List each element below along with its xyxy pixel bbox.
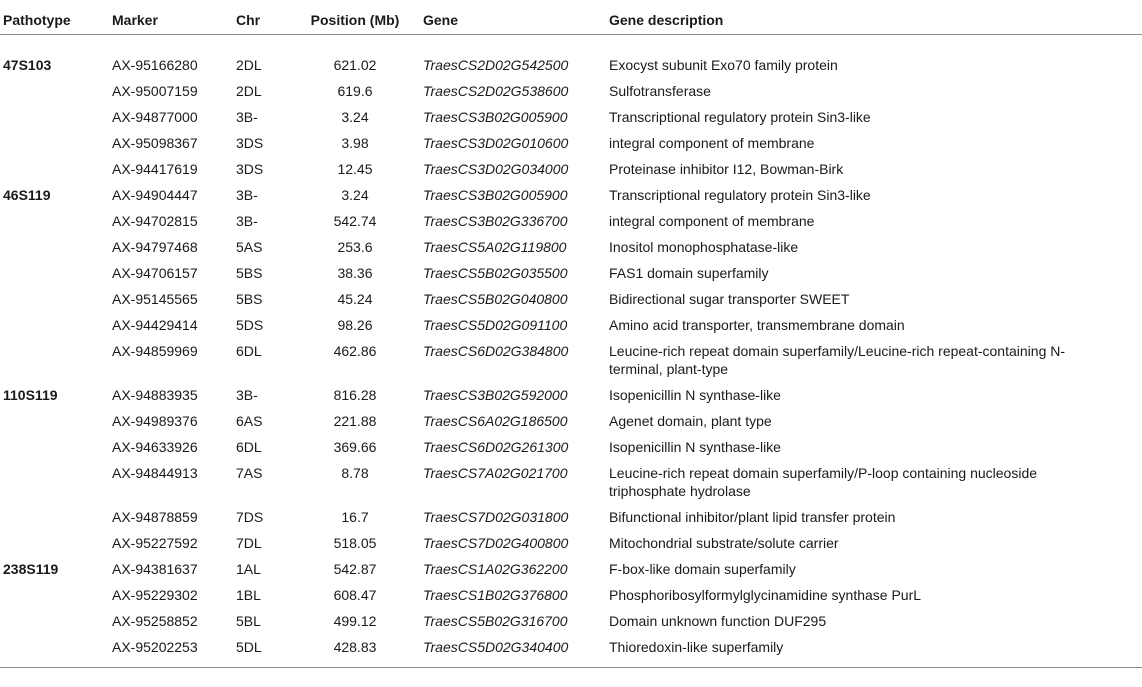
table-row — [0, 460, 1142, 504]
pathotype-cell: 47S103 — [3, 56, 52, 73]
description-cell: Amino acid transporter, transmembrane domain — [609, 316, 905, 333]
position-cell: 221.88 — [333, 412, 377, 429]
table-row — [0, 504, 1142, 530]
table-row — [0, 34, 1142, 78]
description-cell: integral component of membrane — [609, 134, 815, 151]
pathotype-cell — [0, 312, 109, 338]
table-row — [0, 530, 1142, 556]
marker-cell: AX-94989376 — [112, 412, 198, 429]
chr-cell: 3DS — [236, 134, 264, 151]
position-cell: 12.45 — [337, 160, 373, 177]
pathotype-cell — [0, 104, 109, 130]
table-row — [0, 338, 1142, 382]
position-cell: 98.26 — [337, 316, 373, 333]
table-row — [0, 234, 1142, 260]
table-row — [0, 156, 1142, 182]
table-row — [0, 634, 1142, 668]
position-cell: 3.24 — [341, 186, 369, 203]
pathotype-cell — [0, 338, 109, 382]
chr-cell: 3B- — [236, 186, 258, 203]
header-position: Position (Mb) — [290, 0, 420, 34]
marker-cell: AX-95258852 — [112, 612, 198, 629]
chr-cell: 3B- — [236, 108, 258, 125]
gene-cell: TraesCS2D02G538600 — [423, 82, 569, 99]
description-cell: Exocyst subunit Exo70 family protein — [609, 56, 838, 73]
gene-cell: TraesCS5A02G119800 — [423, 238, 567, 255]
table-row — [0, 286, 1142, 312]
chr-cell: 2DL — [236, 56, 262, 73]
position-cell: 621.02 — [333, 56, 377, 73]
chr-cell: 5BS — [236, 290, 263, 307]
description-cell: integral component of membrane — [609, 212, 815, 229]
table-header — [0, 0, 1142, 34]
pathotype-cell: 238S119 — [3, 560, 59, 577]
table-row — [0, 182, 1142, 208]
description-cell: Mitochondrial substrate/solute carrier — [609, 534, 839, 551]
chr-cell: 6DL — [236, 342, 262, 359]
gene-cell: TraesCS1A02G362200 — [423, 560, 568, 577]
gene-cell: TraesCS3B02G005900 — [423, 108, 568, 125]
description-cell: F-box-like domain superfamily — [609, 560, 796, 577]
position-cell: 3.24 — [341, 108, 369, 125]
chr-cell: 6DL — [236, 438, 262, 455]
chr-cell: 3B- — [236, 386, 258, 403]
position-cell: 428.83 — [290, 634, 420, 668]
gene-cell: TraesCS5D02G340400 — [420, 634, 606, 668]
chr-cell: 5BS — [236, 264, 263, 281]
marker-cell: AX-94844913 — [112, 464, 198, 481]
table-body — [0, 34, 1142, 667]
description-cell: Thioredoxin-like superfamily — [606, 634, 1142, 668]
chr-cell: 5DS — [236, 316, 264, 333]
marker-cell: AX-94877000 — [112, 108, 198, 125]
marker-cell: AX-94859969 — [112, 342, 198, 359]
chr-cell: 7DL — [236, 534, 262, 551]
marker-cell: AX-94429414 — [112, 316, 198, 333]
gene-cell: TraesCS5B02G040800 — [423, 290, 568, 307]
gene-cell: TraesCS3B02G005900 — [423, 186, 568, 203]
gene-cell: TraesCS7D02G031800 — [423, 508, 569, 525]
pathotype-cell — [0, 530, 109, 556]
position-cell: 3.98 — [341, 134, 369, 151]
header-gene: Gene — [420, 0, 606, 34]
chr-cell: 3DS — [236, 160, 264, 177]
header-pathotype: Pathotype — [0, 0, 109, 34]
gene-cell: TraesCS3B02G592000 — [423, 386, 568, 403]
table-row — [0, 382, 1142, 408]
chr-cell: 5AS — [236, 238, 263, 255]
marker-cell: AX-95229302 — [112, 586, 198, 603]
description-cell: Leucine-rich repeat domain superfamily/Leucine-rich repeat-containing N-terminal, plant-type — [609, 342, 1066, 377]
pathotype-cell — [0, 460, 109, 504]
marker-cell: AX-94417619 — [112, 160, 198, 177]
pathotype-cell: 46S119 — [3, 186, 51, 203]
gene-cell: TraesCS3D02G034000 — [423, 160, 569, 177]
gene-cell: TraesCS3D02G010600 — [423, 134, 569, 151]
table-row — [0, 130, 1142, 156]
pathotype-cell — [0, 234, 109, 260]
pathotype-cell — [0, 608, 109, 634]
position-cell: 619.6 — [337, 82, 373, 99]
header-marker: Marker — [109, 0, 233, 34]
gene-cell: TraesCS5D02G091100 — [423, 316, 568, 333]
table-row — [0, 104, 1142, 130]
table-row — [0, 312, 1142, 338]
marker-cell: AX-94904447 — [112, 186, 198, 203]
gene-cell: TraesCS6A02G186500 — [423, 412, 568, 429]
gene-cell: TraesCS5B02G035500 — [423, 264, 568, 281]
table-row — [0, 78, 1142, 104]
description-cell: Isopenicillin N synthase-like — [609, 386, 781, 403]
pathotype-cell — [0, 130, 109, 156]
gene-cell: TraesCS6D02G261300 — [423, 438, 569, 455]
marker-cell: AX-94883935 — [112, 386, 198, 403]
table-row — [0, 208, 1142, 234]
marker-cell: AX-95166280 — [112, 56, 198, 73]
pathotype-cell — [0, 78, 109, 104]
position-cell: 816.28 — [333, 386, 377, 403]
position-cell: 8.78 — [341, 464, 369, 481]
gene-cell: TraesCS2D02G542500 — [423, 56, 569, 73]
position-cell: 38.36 — [337, 264, 373, 281]
position-cell: 608.47 — [333, 586, 377, 603]
table-row — [0, 408, 1142, 434]
marker-cell: AX-94797468 — [112, 238, 198, 255]
table-row — [0, 556, 1142, 582]
description-cell: Inositol monophosphatase-like — [609, 238, 799, 255]
marker-cell: AX-94633926 — [112, 438, 198, 455]
pathotype-cell — [0, 208, 109, 234]
marker-cell: AX-95145565 — [112, 290, 198, 307]
pathotype-cell — [0, 286, 109, 312]
marker-cell: AX-94381637 — [112, 560, 198, 577]
chr-cell: 5BL — [236, 612, 261, 629]
position-cell: 369.66 — [333, 438, 377, 455]
gene-cell: TraesCS6D02G384800 — [423, 342, 569, 359]
chr-cell: 5DL — [233, 634, 290, 668]
table-row — [0, 434, 1142, 460]
pathotype-cell — [0, 260, 109, 286]
pathotype-cell: 110S119 — [3, 386, 58, 403]
pathotype-cell — [0, 504, 109, 530]
marker-cell: AX-95098367 — [112, 134, 198, 151]
position-cell: 542.74 — [333, 212, 377, 229]
marker-cell: AX-95007159 — [112, 82, 198, 99]
header-row — [0, 0, 1142, 34]
chr-cell: 1BL — [236, 586, 261, 603]
marker-cell: AX-94706157 — [112, 264, 198, 281]
gene-cell: TraesCS3B02G336700 — [423, 212, 568, 229]
description-cell: Phosphoribosylformylglycinamidine synthase PurL — [609, 586, 922, 603]
marker-cell: AX-95202253 — [109, 634, 233, 668]
description-cell: Transcriptional regulatory protein Sin3-like — [609, 186, 871, 203]
table-row — [0, 582, 1142, 608]
description-cell: Proteinase inhibitor I12, Bowman-Birk — [609, 160, 844, 177]
position-cell: 253.6 — [337, 238, 373, 255]
header-description: Gene description — [606, 0, 1142, 34]
description-cell: Transcriptional regulatory protein Sin3-like — [609, 108, 871, 125]
description-cell: Sulfotransferase — [609, 82, 711, 99]
gene-cell: TraesCS1B02G376800 — [423, 586, 568, 603]
chr-cell: 6AS — [236, 412, 263, 429]
position-cell: 45.24 — [337, 290, 373, 307]
chr-cell: 2DL — [236, 82, 262, 99]
position-cell: 462.86 — [333, 342, 377, 359]
marker-cell: AX-95227592 — [112, 534, 198, 551]
gene-cell: TraesCS5B02G316700 — [423, 612, 568, 629]
chr-cell: 7AS — [236, 464, 263, 481]
pathotype-cell — [0, 156, 109, 182]
pathotype-cell — [0, 634, 109, 668]
position-cell: 542.87 — [333, 560, 377, 577]
position-cell: 499.12 — [333, 612, 377, 629]
pathotype-cell — [0, 408, 109, 434]
description-cell: Bifunctional inhibitor/plant lipid transfer protein — [609, 508, 896, 525]
pathotype-cell — [0, 434, 109, 460]
chr-cell: 3B- — [236, 212, 258, 229]
description-cell: Leucine-rich repeat domain superfamily/P-loop containing nucleoside triphosphate hydrolase — [609, 464, 1038, 499]
gene-cell: TraesCS7D02G400800 — [423, 534, 569, 551]
table-row — [0, 260, 1142, 286]
description-cell: Agenet domain, plant type — [609, 412, 772, 429]
marker-cell: AX-94878859 — [112, 508, 198, 525]
description-cell: Domain unknown function DUF295 — [609, 612, 827, 629]
chr-cell: 1AL — [236, 560, 261, 577]
description-cell: FAS1 domain superfamily — [609, 264, 769, 281]
position-cell: 16.7 — [341, 508, 369, 525]
table-row — [0, 608, 1142, 634]
description-cell: Isopenicillin N synthase-like — [609, 438, 781, 455]
header-chr: Chr — [233, 0, 290, 34]
gene-cell: TraesCS7A02G021700 — [423, 464, 568, 481]
chr-cell: 7DS — [236, 508, 264, 525]
marker-cell: AX-94702815 — [112, 212, 198, 229]
pathotype-cell — [0, 582, 109, 608]
position-cell: 518.05 — [333, 534, 377, 551]
description-cell: Bidirectional sugar transporter SWEET — [609, 290, 850, 307]
